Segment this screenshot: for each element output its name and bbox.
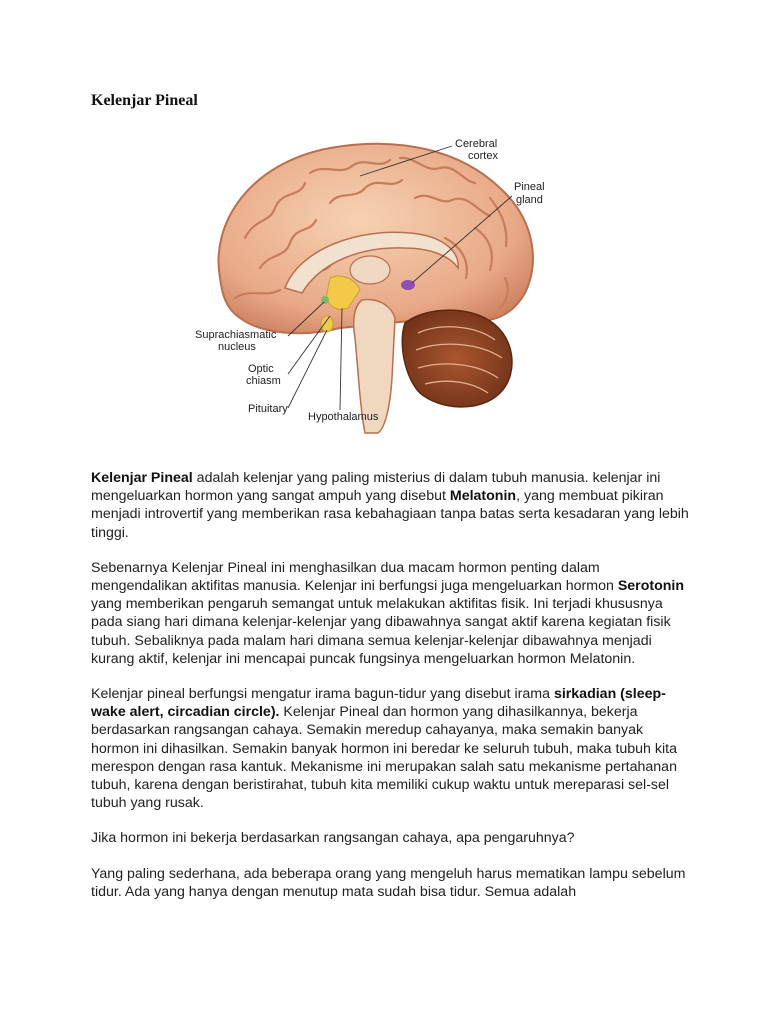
paragraph-1 (91, 469, 691, 542)
label-pituitary: Pituitary (248, 403, 288, 415)
label-pineal-gland-1: Pineal (514, 181, 545, 193)
paragraph-5 (91, 865, 691, 901)
bold-term-melatonin: Melatonin (449, 488, 517, 505)
pineal-gland-shape (401, 280, 415, 290)
document-title: Kelenjar Pineal (91, 92, 198, 109)
cerebellum-shape (402, 310, 512, 407)
label-optic-chiasm-1: Optic (248, 363, 274, 375)
label-hypothalamus: Hypothalamus (308, 411, 379, 423)
paragraph-1-text-b: , yang membuat pikiran menjadi introvertif yang memberikan rasa kebahagiaan tanpa batas serta kesadaran yang lebih tinggi. (91, 488, 689, 541)
brain-diagram (190, 128, 570, 438)
paragraph-2 (91, 559, 691, 668)
label-suprachiasmatic-2: nucleus (218, 341, 256, 353)
article-body (91, 469, 691, 918)
label-cerebral-cortex-2: cortex (468, 150, 498, 162)
bold-term-sirkadian: sirkadian (sleep-wake alert, circadian circle). (91, 686, 666, 721)
paragraph-4 (91, 829, 691, 847)
paragraph-1-text-a: adalah kelenjar yang paling misterius di dalam tubuh manusia. kelenjar ini mengeluarkan hormon yang sangat ampuh yang disebut (91, 470, 661, 505)
label-cerebral-cortex-1: Cerebral (455, 138, 498, 150)
bold-term-serotonin: Serotonin (617, 578, 685, 595)
paragraph-2-text-b: yang memberikan pengaruh semangat untuk melakukan aktifitas fisik. Ini terjadi khususnya pada siang hari dimana kelenjar-kelenjar yang dibawahnya sangat aktif karena kegiatan fisik tubuh. Sebaliknya pada malam hari dimana semua kelenjar-kelenjar dibawahnya menjadi kurang aktif, kelenjar ini mencapai puncak fungsinya mengeluarkan hormon Melatonin. (91, 596, 671, 667)
label-pineal-gland-2: gland (516, 194, 543, 206)
paragraph-2-text-a: Sebenarnya Kelenjar Pineal ini menghasilkan dua macam hormon penting dalam mengendalikan aktifitas manusia. Kelenjar ini berfungsi juga mengeluarkan hormon (91, 559, 618, 595)
paragraph-3 (91, 685, 691, 812)
paragraph-4-text: Jika hormon ini bekerja berdasarkan rangsangan cahaya, apa pengaruhnya? (91, 830, 575, 847)
paragraph-3-text-a: Kelenjar pineal berfungsi mengatur irama bagun-tidur yang disebut irama (91, 686, 554, 703)
paragraph-5-text: Yang paling sederhana, ada beberapa orang yang mengeluh harus mematikan lampu sebelum tidur. Ada yang hanya dengan menutup mata sudah bisa tidur. Semua adalah (91, 865, 686, 900)
bold-term-kelenjar-pineal: Kelenjar Pineal (91, 470, 193, 486)
label-optic-chiasm-2: chiasm (246, 375, 281, 387)
label-suprachiasmatic-1: Suprachiasmatic (195, 329, 277, 341)
paragraph-3-text-b: Kelenjar Pineal dan hormon yang dihasilkannya, bekerja berdasarkan rangsangan cahaya. Semakin meredup cahayanya, maka semakin banyak hormon ini dihasilkan. Semakin banyak hormon ini beredar ke seluruh tubuh, maka tubuh kita merespon dengan rasa kantuk. Mekanisme ini merupakan salah satu mekanisme pertahanan tubuh, karena dengan beristirahat, tubuh kita memiliki cukup waktu untuk mereparasi sel-sel tubuh yang rusak. (91, 704, 677, 812)
